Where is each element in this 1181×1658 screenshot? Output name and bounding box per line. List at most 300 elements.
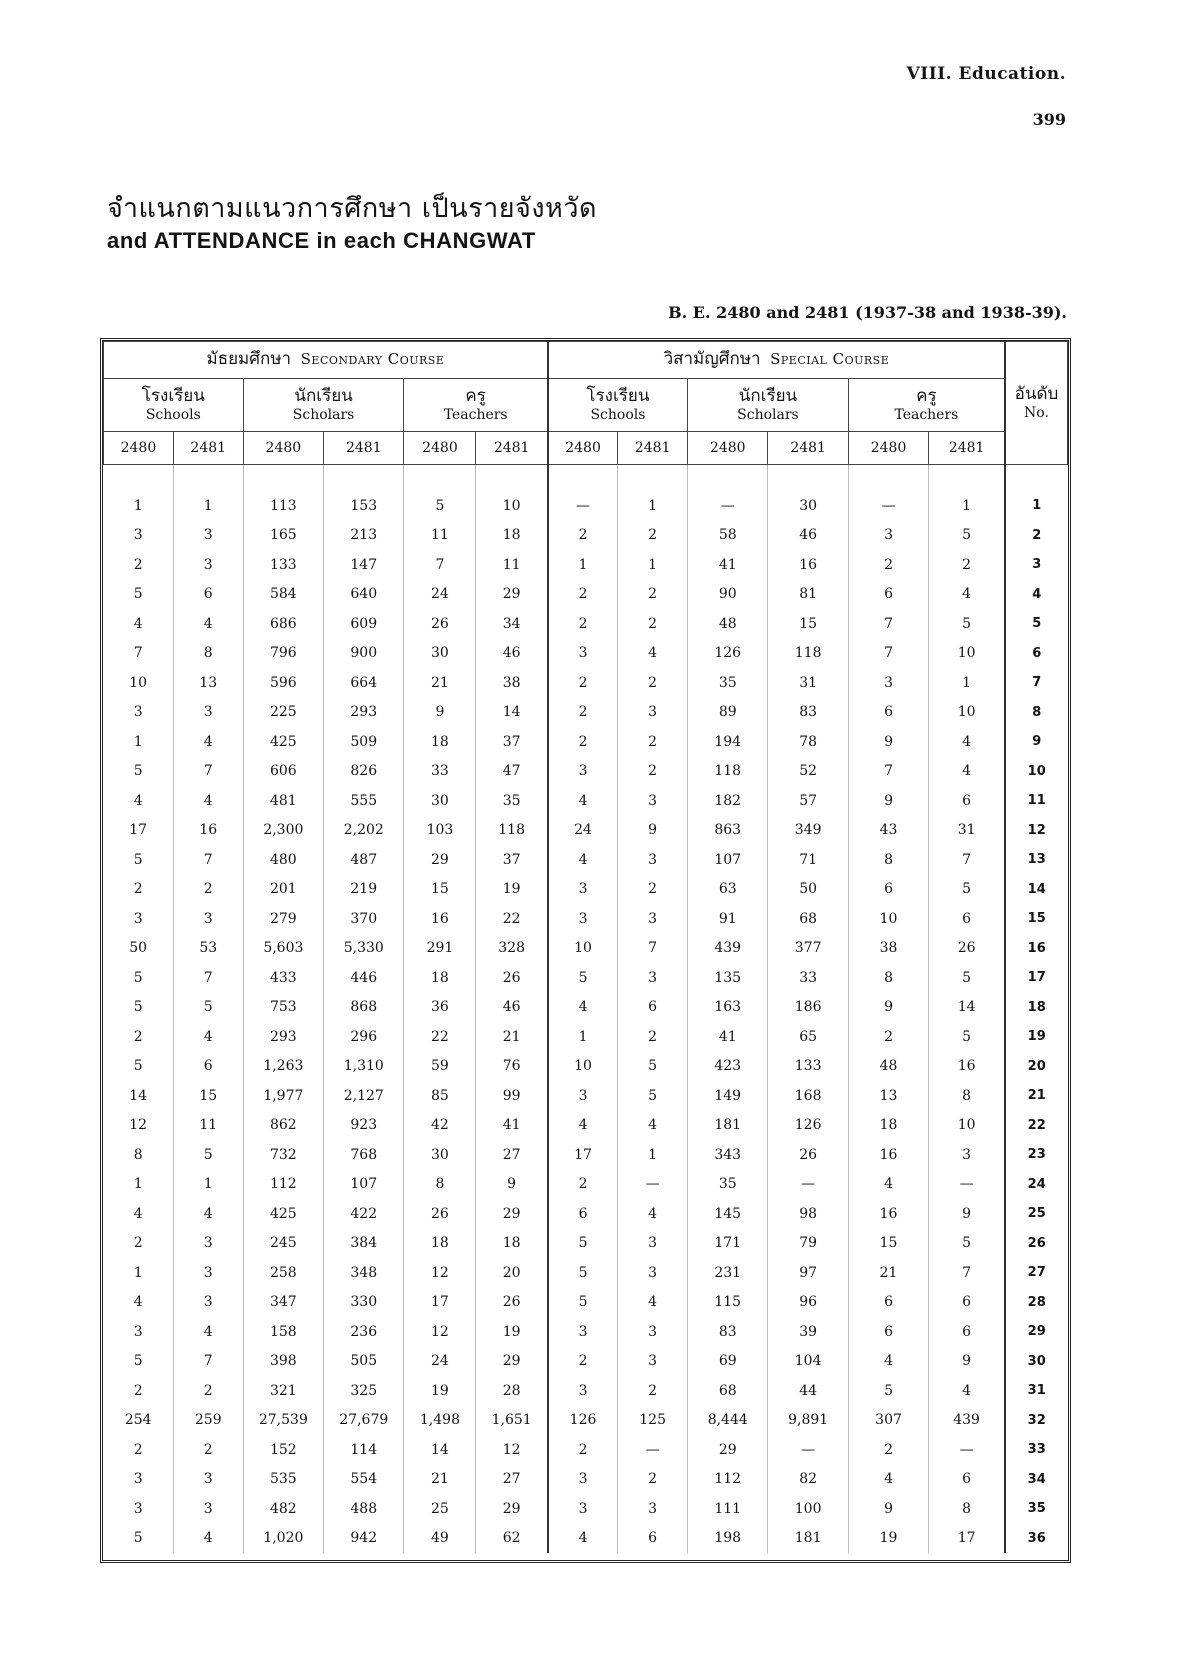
table-cell: 19 (476, 875, 548, 905)
table-cell: 6 (548, 1199, 618, 1229)
table-cell: 4 (848, 1170, 928, 1200)
table-cell: 21 (848, 1258, 928, 1288)
table-cell: 5 (618, 1052, 688, 1082)
table-cell: 6 (929, 1465, 1005, 1495)
table-cell: 91 (688, 904, 768, 934)
table-cell: 1 (929, 491, 1005, 521)
table-row (104, 1199, 1068, 1229)
table-cell: 133 (243, 550, 323, 580)
table-cell: 555 (324, 786, 404, 816)
table-cell: 2 (133, 1028, 143, 1045)
spacer-cell (929, 465, 1005, 492)
spc-teachers-header (848, 379, 1005, 432)
table-cell: 596 (243, 668, 323, 698)
table-cell: 4 (173, 1022, 243, 1052)
table-row (104, 1140, 1068, 1170)
table-cell: 7 (848, 757, 928, 787)
table-cell: 5 (173, 993, 243, 1023)
table-row (104, 1347, 1068, 1377)
table-cell: — (929, 1170, 1005, 1200)
table-cell: 487 (324, 845, 404, 875)
table-cell: 4 (548, 1111, 618, 1141)
table-cell: 9 (848, 786, 928, 816)
table-cell: 90 (688, 580, 768, 610)
table-cell: 158 (243, 1317, 323, 1347)
spc-teachers-en: Teachers (894, 406, 959, 423)
table-cell: 21 (476, 1022, 548, 1052)
table-cell: 16 (404, 904, 476, 934)
table-cell: 1 (133, 497, 143, 514)
table-cell: 11 (173, 1111, 243, 1141)
table-row (104, 727, 1068, 757)
table-cell: 1,977 (243, 1081, 323, 1111)
table-cell: 111 (688, 1494, 768, 1524)
year-header: 2480 (104, 432, 174, 465)
table-cell: 2 (618, 1465, 688, 1495)
table-cell: 291 (404, 934, 476, 964)
table-row (104, 1524, 1068, 1554)
table-cell: 7 (618, 934, 688, 964)
table-cell: 2 (548, 1435, 618, 1465)
table-cell: 29 (476, 1494, 548, 1524)
table-cell: 1 (618, 550, 688, 580)
row-number-cell: 15 (1005, 904, 1068, 934)
table-cell: 4 (618, 639, 688, 669)
table-cell: 2 (173, 1435, 243, 1465)
table-cell: 3 (173, 521, 243, 551)
table-cell: 2 (548, 609, 618, 639)
table-cell: 14 (129, 1087, 148, 1104)
table-row (104, 491, 1068, 521)
table-cell: 147 (324, 550, 404, 580)
table-cell: 348 (324, 1258, 404, 1288)
table-cell: 34 (476, 609, 548, 639)
table-cell: 347 (243, 1288, 323, 1318)
table-cell: 328 (476, 934, 548, 964)
table-cell: 31 (768, 668, 848, 698)
spacer-cell (618, 465, 688, 492)
table-cell: 18 (476, 521, 548, 551)
table-cell: 4 (929, 757, 1005, 787)
table-row (104, 1494, 1068, 1524)
spc-teachers-thai: ครู (916, 386, 937, 407)
table-cell: 68 (768, 904, 848, 934)
table-cell: 8,444 (688, 1406, 768, 1436)
table-cell: 135 (688, 963, 768, 993)
table-cell: 8 (848, 845, 928, 875)
table-cell: — (548, 491, 618, 521)
table-cell: 10 (848, 904, 928, 934)
table-cell: 900 (324, 639, 404, 669)
table-cell: 4 (173, 609, 243, 639)
table-cell: 24 (548, 816, 618, 846)
year-header: 2480 (243, 432, 323, 465)
sec-schools-en: Schools (145, 406, 201, 423)
table-cell: 9 (929, 1347, 1005, 1377)
table-row (104, 1022, 1068, 1052)
table-cell: 1,498 (404, 1406, 476, 1436)
table-cell: 3 (133, 704, 143, 721)
table-cell: 3 (848, 521, 928, 551)
year-header: 2481 (476, 432, 548, 465)
table-row (104, 1376, 1068, 1406)
table-cell: 7 (929, 1258, 1005, 1288)
table-cell: 4 (173, 786, 243, 816)
table-cell: 18 (404, 727, 476, 757)
table-cell: 3 (848, 668, 928, 698)
table-cell: 30 (404, 639, 476, 669)
table-cell: 942 (324, 1524, 404, 1554)
sec-teachers-thai: ครู (465, 386, 486, 407)
table-cell: 2,202 (324, 816, 404, 846)
table-cell: 219 (324, 875, 404, 905)
table-cell: 201 (243, 875, 323, 905)
table-cell: 923 (324, 1111, 404, 1141)
table-cell: 2 (133, 881, 143, 898)
table-cell: 868 (324, 993, 404, 1023)
table-cell: 6 (618, 1524, 688, 1554)
table-cell: 115 (688, 1288, 768, 1318)
table-cell: 152 (243, 1435, 323, 1465)
table-cell: 664 (324, 668, 404, 698)
table-cell: 236 (324, 1317, 404, 1347)
table-cell: 4 (548, 786, 618, 816)
table-cell: 293 (243, 1022, 323, 1052)
table-cell: 17 (548, 1140, 618, 1170)
table-cell: 7 (133, 645, 143, 662)
table-row (104, 1435, 1068, 1465)
row-number-cell: 28 (1005, 1288, 1068, 1318)
table-cell: 126 (548, 1406, 618, 1436)
table-cell: 2 (548, 698, 618, 728)
table-cell: — (848, 491, 928, 521)
table-cell: 19 (848, 1524, 928, 1554)
table-cell: 83 (688, 1317, 768, 1347)
table-cell: 26 (476, 963, 548, 993)
table-cell: 149 (688, 1081, 768, 1111)
table-cell: 4 (929, 727, 1005, 757)
row-number-cell: 29 (1005, 1317, 1068, 1347)
table-cell: 5 (133, 969, 143, 986)
table-cell: 27,679 (324, 1406, 404, 1436)
table-cell: 5 (929, 609, 1005, 639)
table-cell: 1 (618, 491, 688, 521)
table-cell: 9 (848, 1494, 928, 1524)
table-cell: 2 (173, 1376, 243, 1406)
table-cell: 3 (173, 904, 243, 934)
title-english: and ATTENDANCE in each CHANGWAT (107, 228, 536, 253)
table-cell: 2 (848, 550, 928, 580)
table-cell: 554 (324, 1465, 404, 1495)
table-cell: 2 (848, 1022, 928, 1052)
table-cell: 47 (476, 757, 548, 787)
table-cell: 22 (404, 1022, 476, 1052)
table-cell: 26 (404, 609, 476, 639)
table-cell: 29 (476, 1199, 548, 1229)
table-cell: 509 (324, 727, 404, 757)
row-number-cell: 4 (1005, 580, 1068, 610)
table-cell: 225 (243, 698, 323, 728)
spacer-row (104, 465, 1068, 492)
spacer-cell (476, 465, 548, 492)
table-cell: 2,127 (324, 1081, 404, 1111)
table-cell: 7 (173, 845, 243, 875)
table-cell: 165 (243, 521, 323, 551)
table-cell: 2 (133, 1441, 143, 1458)
table-cell: 753 (243, 993, 323, 1023)
col-no-en: No. (1024, 404, 1049, 421)
row-number-cell: 3 (1005, 550, 1068, 580)
table-row (104, 1258, 1068, 1288)
table-cell: 17 (129, 822, 148, 839)
table-cell: 231 (688, 1258, 768, 1288)
table-cell: 100 (768, 1494, 848, 1524)
group-secondary-thai: มัธยมศึกษา (206, 349, 292, 370)
table-cell: 20 (476, 1258, 548, 1288)
table-cell: 8 (929, 1081, 1005, 1111)
col-no (1005, 342, 1068, 465)
table-cell: 97 (768, 1258, 848, 1288)
table-cell: 3 (133, 1500, 143, 1517)
table-cell: 3 (173, 1288, 243, 1318)
table-cell: 48 (688, 609, 768, 639)
table-cell: 2 (848, 1435, 928, 1465)
row-number-cell: 18 (1005, 993, 1068, 1023)
year-header: 2480 (688, 432, 768, 465)
table-cell: 3 (548, 639, 618, 669)
table-cell: 27 (476, 1140, 548, 1170)
group-secondary-en: Secondary Course (300, 350, 445, 369)
table-cell: 5 (929, 1229, 1005, 1259)
row-number-cell: 11 (1005, 786, 1068, 816)
table-cell: 118 (476, 816, 548, 846)
table-row (104, 904, 1068, 934)
table-cell: 481 (243, 786, 323, 816)
spacer-cell (104, 465, 174, 492)
table-cell: 4 (173, 727, 243, 757)
table-cell: 181 (688, 1111, 768, 1141)
table-cell: 2 (133, 1382, 143, 1399)
table-cell: 15 (848, 1229, 928, 1259)
table-cell: 9 (848, 727, 928, 757)
table-cell: 29 (476, 580, 548, 610)
table-cell: 21 (404, 1465, 476, 1495)
table-cell: 5 (548, 1288, 618, 1318)
table-cell: 7 (404, 550, 476, 580)
table-cell: 126 (688, 639, 768, 669)
table-cell: 1 (133, 1264, 143, 1281)
table-cell: 9 (618, 816, 688, 846)
table-cell: 321 (243, 1376, 323, 1406)
table-cell: 125 (618, 1406, 688, 1436)
table-cell: 12 (404, 1317, 476, 1347)
row-number-cell: 14 (1005, 875, 1068, 905)
table-cell: 53 (173, 934, 243, 964)
table-cell: 21 (404, 668, 476, 698)
table-cell: 5 (133, 586, 143, 603)
table-cell: 343 (688, 1140, 768, 1170)
row-number-cell: 13 (1005, 845, 1068, 875)
table-cell: 5 (929, 521, 1005, 551)
table-cell: 26 (476, 1288, 548, 1318)
row-number-cell: 2 (1005, 521, 1068, 551)
table-row (104, 845, 1068, 875)
table-cell: 30 (404, 1140, 476, 1170)
table-cell: 2 (618, 668, 688, 698)
table-row (104, 934, 1068, 964)
table-cell: 126 (768, 1111, 848, 1141)
table-cell: 5 (929, 1022, 1005, 1052)
table-cell: 425 (243, 727, 323, 757)
table-cell: 181 (768, 1524, 848, 1554)
col-no-thai: อันดับ (1014, 384, 1059, 405)
table-cell: 46 (768, 521, 848, 551)
table-cell: — (768, 1170, 848, 1200)
table-row (104, 580, 1068, 610)
row-number-cell: 5 (1005, 609, 1068, 639)
table-cell: 4 (548, 993, 618, 1023)
table-cell: 3 (133, 1323, 143, 1340)
table-cell: 39 (768, 1317, 848, 1347)
table-cell: 30 (768, 491, 848, 521)
table-cell: 5 (133, 1058, 143, 1075)
spc-schools-header (548, 379, 688, 432)
table-cell: 38 (476, 668, 548, 698)
table-cell: 118 (688, 757, 768, 787)
year-header: 2481 (324, 432, 404, 465)
table-cell: 6 (848, 1317, 928, 1347)
table-cell: 3 (618, 963, 688, 993)
table-cell: 4 (133, 792, 143, 809)
table-cell: 13 (173, 668, 243, 698)
table-cell: 3 (173, 698, 243, 728)
table-cell: 768 (324, 1140, 404, 1170)
table-cell: 5,603 (243, 934, 323, 964)
spacer-cell (688, 465, 768, 492)
table-cell: 422 (324, 1199, 404, 1229)
table-cell: 9 (848, 993, 928, 1023)
table-cell: 11 (476, 550, 548, 580)
row-number-cell: 8 (1005, 698, 1068, 728)
table-cell: 13 (848, 1081, 928, 1111)
table-cell: 307 (848, 1406, 928, 1436)
table-cell: 3 (618, 1317, 688, 1347)
table-cell: 296 (324, 1022, 404, 1052)
period-label: B. E. 2480 and 2481 (1937-38 and 1938-39). (668, 303, 1067, 322)
table-row (104, 639, 1068, 669)
table-cell: 12 (404, 1258, 476, 1288)
table-cell: 62 (476, 1524, 548, 1554)
row-number-cell: 10 (1005, 757, 1068, 787)
table-cell: 535 (243, 1465, 323, 1495)
row-number-cell: 32 (1005, 1406, 1068, 1436)
table-cell: 18 (848, 1111, 928, 1141)
table-cell: 29 (404, 845, 476, 875)
row-number-cell: 16 (1005, 934, 1068, 964)
table-cell: 37 (476, 845, 548, 875)
table-cell: 2,300 (243, 816, 323, 846)
table-cell: 3 (929, 1140, 1005, 1170)
table-cell: 2 (133, 556, 143, 573)
table-cell: 12 (476, 1435, 548, 1465)
table-row (104, 1317, 1068, 1347)
table-cell: 85 (404, 1081, 476, 1111)
table-cell: 3 (133, 1471, 143, 1488)
table-cell: 24 (404, 580, 476, 610)
table-cell: 17 (404, 1288, 476, 1318)
table-cell: 505 (324, 1347, 404, 1377)
table-cell: 30 (404, 786, 476, 816)
table-cell: 171 (688, 1229, 768, 1259)
table-row (104, 757, 1068, 787)
year-header: 2480 (404, 432, 476, 465)
table-cell: 5,330 (324, 934, 404, 964)
table-row (104, 668, 1068, 698)
spc-schools-en: Schools (590, 406, 646, 423)
table-cell: 7 (173, 963, 243, 993)
table-cell: 439 (929, 1406, 1005, 1436)
table-cell: 5 (133, 1530, 143, 1547)
table-cell: 482 (243, 1494, 323, 1524)
table-cell: 10 (476, 491, 548, 521)
table-cell: 112 (243, 1170, 323, 1200)
table-row (104, 609, 1068, 639)
table-cell: 153 (324, 491, 404, 521)
table-cell: 8 (404, 1170, 476, 1200)
row-number-cell: 20 (1005, 1052, 1068, 1082)
table-row (104, 1081, 1068, 1111)
table-cell: 79 (768, 1229, 848, 1259)
table-cell: — (618, 1170, 688, 1200)
table-cell: 3 (548, 1081, 618, 1111)
table-cell: 3 (173, 1465, 243, 1495)
table-cell: 4 (848, 1347, 928, 1377)
table-cell: 33 (768, 963, 848, 993)
table-cell: 349 (768, 816, 848, 846)
table-cell: 50 (768, 875, 848, 905)
table-cell: 3 (618, 845, 688, 875)
spacer-cell (173, 465, 243, 492)
table-cell: 2 (548, 521, 618, 551)
table-cell: 28 (476, 1376, 548, 1406)
table-cell: 6 (929, 904, 1005, 934)
table-cell: 7 (173, 757, 243, 787)
section-header: VIII. Education. (906, 64, 1066, 84)
table-cell: 14 (476, 698, 548, 728)
table-row (104, 1229, 1068, 1259)
table-cell: 2 (548, 1347, 618, 1377)
table-cell: 29 (476, 1347, 548, 1377)
table-cell: 4 (173, 1524, 243, 1554)
table-cell: 686 (243, 609, 323, 639)
table-cell: 245 (243, 1229, 323, 1259)
table-cell: 48 (848, 1052, 928, 1082)
row-number-cell: 24 (1005, 1170, 1068, 1200)
table-cell: 5 (548, 1258, 618, 1288)
table-cell: 4 (133, 1205, 143, 1222)
table-cell: 213 (324, 521, 404, 551)
table-cell: 26 (929, 934, 1005, 964)
table-cell: 3 (548, 875, 618, 905)
table-cell: 4 (133, 1294, 143, 1311)
table-cell: 325 (324, 1376, 404, 1406)
table-cell: 118 (768, 639, 848, 669)
table-cell: 4 (848, 1465, 928, 1495)
table-cell: 2 (173, 875, 243, 905)
row-number-cell: 17 (1005, 963, 1068, 993)
spc-scholars-thai: นักเรียน (738, 386, 798, 407)
spacer-cell (1005, 465, 1068, 492)
